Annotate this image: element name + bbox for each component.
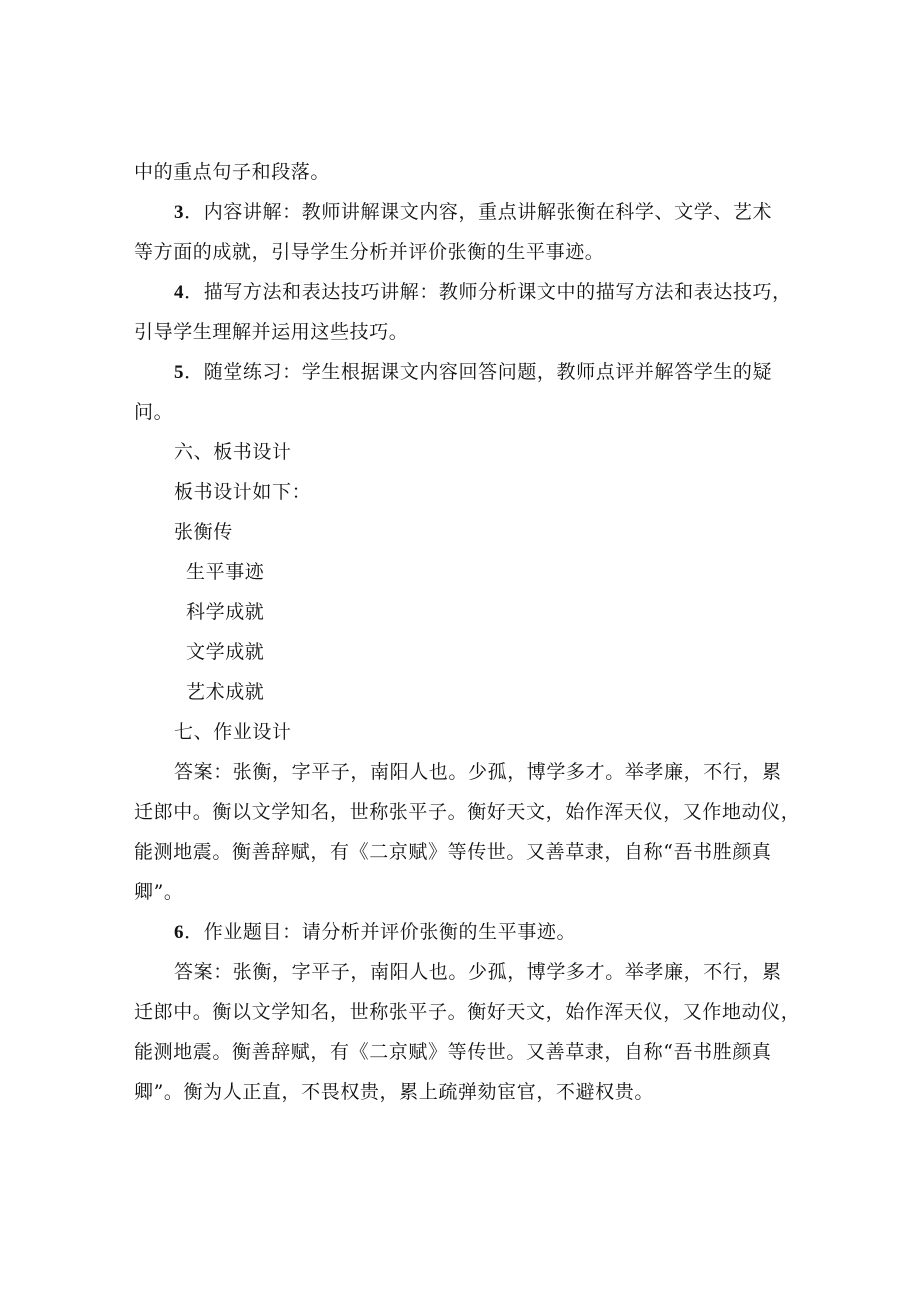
text-line: 答案：张衡，字平子，南阳人也。少孤，博学多才。举孝廉，不行，累 bbox=[174, 961, 782, 983]
text-line: 问。 bbox=[134, 401, 174, 423]
answer-paragraph-1 bbox=[134, 752, 801, 912]
section-heading-board-design: 六、板书设计 bbox=[174, 441, 292, 463]
question-text: 作业题目：请分析并评价张衡的生平事迹。 bbox=[203, 921, 577, 943]
text-line: 能测地震。衡善辞赋，有《二京赋》等传世。又善草隶，自称“吾书胜颜真 bbox=[134, 841, 772, 863]
text-line: 迁郎中。衡以文学知名，世称张平子。衡好天文，始作浑天仪，又作地动仪， bbox=[134, 1001, 801, 1023]
step-3 bbox=[134, 192, 796, 272]
step-text: 描写方法和表达技巧讲解：教师分析课文中的描写方法和表达技巧， bbox=[203, 281, 792, 303]
document-page bbox=[134, 152, 801, 1112]
step-4 bbox=[134, 272, 796, 352]
question-number: 6 bbox=[174, 922, 185, 943]
text-line: 中的重点句子和段落。 bbox=[134, 161, 331, 183]
board-intro: 板书设计如下： bbox=[174, 481, 312, 503]
board-item: 生平事迹 bbox=[186, 561, 265, 583]
text-line: 引导学生理解并运用这些技巧。 bbox=[134, 321, 409, 343]
text-line bbox=[134, 352, 796, 392]
board-item: 科学成就 bbox=[186, 601, 265, 623]
homework-question bbox=[134, 912, 796, 952]
text-line bbox=[134, 272, 796, 312]
text-line: 迁郎中。衡以文学知名，世称张平子。衡好天文，始作浑天仪，又作地动仪， bbox=[134, 801, 801, 823]
step-separator: ． bbox=[184, 201, 204, 223]
paragraph-continuation bbox=[134, 152, 796, 192]
text-line: 能测地震。衡善辞赋，有《二京赋》等传世。又善草隶，自称“吾书胜颜真 bbox=[134, 1041, 772, 1063]
text-line bbox=[134, 192, 796, 232]
board-item: 文学成就 bbox=[186, 641, 265, 663]
board-title: 张衡传 bbox=[174, 521, 233, 543]
answer-paragraph-2 bbox=[134, 952, 801, 1112]
step-5 bbox=[134, 352, 796, 432]
step-separator: ． bbox=[184, 281, 204, 303]
section-heading-homework-design: 七、作业设计 bbox=[174, 721, 292, 743]
text-line: 答案：张衡，字平子，南阳人也。少孤，博学多才。举孝廉，不行，累 bbox=[174, 761, 782, 783]
step-text: 内容讲解：教师讲解课文内容，重点讲解张衡在科学、文学、艺术 bbox=[203, 201, 773, 223]
text-line: 等方面的成就，引导学生分析并评价张衡的生平事迹。 bbox=[134, 241, 605, 263]
step-text: 随堂练习：学生根据课文内容回答问题，教师点评并解答学生的疑 bbox=[203, 361, 773, 383]
step-separator: ． bbox=[184, 361, 204, 383]
step-number: 4 bbox=[174, 282, 185, 303]
text-line: 卿”。衡为人正直，不畏权贵，累上疏弹劾宦官，不避权贵。 bbox=[134, 1081, 654, 1103]
text-line: 卿”。 bbox=[134, 881, 184, 903]
step-number: 5 bbox=[174, 362, 185, 383]
board-item: 艺术成就 bbox=[186, 681, 265, 703]
question-separator: ． bbox=[184, 921, 204, 943]
step-number: 3 bbox=[174, 202, 185, 223]
